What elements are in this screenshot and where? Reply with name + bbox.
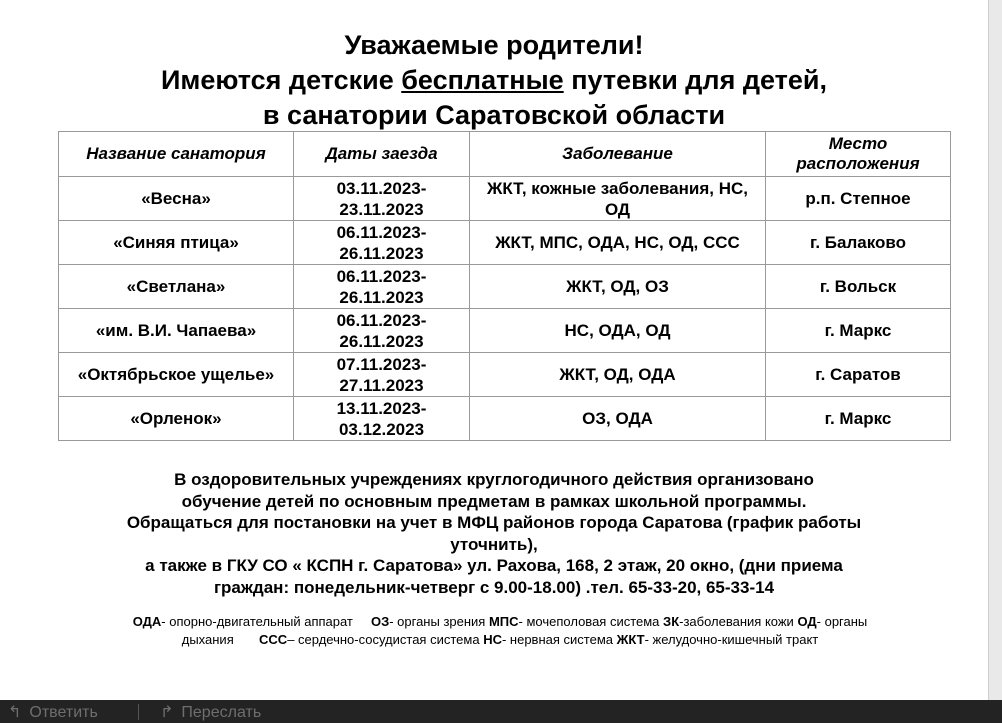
heading-line-2-start: Имеются детские [161,65,402,95]
reply-button[interactable] [8,703,98,723]
info-paragraph [60,469,928,598]
date-from: 06.11.2023- [336,222,427,242]
sanatorium-name: «Октябрьское ущелье» [59,353,294,397]
arrival-dates [294,177,470,221]
forward-button[interactable] [160,703,261,723]
info-line: В оздоровительных учреждениях круглогодичного действия организовано [174,470,814,489]
location: г. Маркс [766,309,951,353]
arrival-dates [294,221,470,265]
date-from: 06.11.2023- [336,266,427,286]
header-place-line-2: расположения [796,154,920,173]
arrival-dates [294,353,470,397]
header-name: Название санатория [59,132,294,177]
header-place-line-1: Место [828,134,888,153]
legend-text: -заболевания кожи [679,614,794,629]
location: г. Саратов [766,353,951,397]
arrival-dates [294,397,470,441]
location: р.п. Степное [766,177,951,221]
heading-line-1: Уважаемые родители! [344,30,644,60]
reply-label: Ответить [29,704,98,721]
table-row [59,177,951,221]
table-row [59,309,951,353]
sanatorium-name: «Светлана» [59,265,294,309]
info-line: уточнить), [450,534,538,554]
location: г. Балаково [766,221,951,265]
table-row [59,397,951,441]
disease: НС, ОДА, ОД [470,309,766,353]
sanatorium-name: «им. В.И. Чапаева» [59,309,294,353]
disease: ЖКТ, кожные заболевания, НС, ОД [470,177,766,221]
legend-abbr: ССС [259,632,288,647]
sanatoria-table [58,131,951,441]
location: г. Вольск [766,265,951,309]
date-to: 03.12.2023 [338,419,425,439]
legend-abbr: ОД [797,614,817,629]
date-from: 13.11.2023- [336,398,427,418]
message-action-bar [0,700,1002,723]
disease: ЖКТ, ОД, ОЗ [470,265,766,309]
legend-text: – сердечно-сосудистая система [287,632,480,647]
reply-arrow-icon: ↰ [8,704,22,721]
legend-row-1 [60,613,940,631]
info-line: Обращаться для постановки на учет в МФЦ районов города Саратова (график работы [126,513,862,532]
info-line: граждан: понедельник-четверг с 9.00-18.00) .тел. 65-33-20, 65-33-14 [213,577,775,597]
date-to: 26.11.2023 [339,243,424,263]
abbreviations-legend [60,613,940,649]
info-line: обучение детей по основным предметам в рамках школьной программы. [181,491,807,511]
disease: ЖКТ, МПС, ОДА, НС, ОД, ССС [470,221,766,265]
date-to: 27.11.2023 [339,375,424,395]
legend-abbr: ЗК [663,614,680,629]
forward-label: Переслать [181,704,262,721]
legend-text: дыхания [181,632,234,647]
heading-underlined-word: бесплатные [401,65,564,95]
legend-text: - желудочно-кишечный тракт [644,632,819,647]
date-from: 06.11.2023- [336,310,427,330]
heading-line-2-end: путевки для детей, [563,65,827,95]
table-row [59,221,951,265]
date-from: 03.11.2023- [336,178,427,198]
legend-text: - мочеполовая система [518,614,660,629]
location: г. Маркс [766,397,951,441]
sanatorium-name: «Орленок» [59,397,294,441]
disease: ЖКТ, ОД, ОДА [470,353,766,397]
legend-row-2 [60,631,940,649]
heading-line-3: в санатории Саратовской области [262,100,726,130]
forward-arrow-icon: ↱ [160,704,174,721]
table-row [59,265,951,309]
legend-text: - органы зрения [389,614,486,629]
legend-abbr: ЖКТ [616,632,645,647]
legend-abbr: ОДА [132,614,162,629]
date-to: 26.11.2023 [339,287,424,307]
scrollbar[interactable] [988,0,1002,700]
arrival-dates [294,309,470,353]
legend-text: - нервная система [501,632,613,647]
info-line: а также в ГКУ СО « КСПН г. Саратова» ул. Рахова, 168, 2 этаж, 20 окно, (дни приема [145,556,843,575]
sanatorium-name: «Синяя птица» [59,221,294,265]
header-place [766,132,951,177]
legend-abbr: НС [483,632,502,647]
divider [138,704,139,720]
table-header-row [59,132,951,177]
header-dates: Даты заезда [294,132,470,177]
header-disease: Заболевание [470,132,766,177]
legend-abbr: МПС [488,614,519,629]
date-to: 26.11.2023 [339,331,424,351]
table-row [59,353,951,397]
disease: ОЗ, ОДА [470,397,766,441]
date-to: 23.11.2023 [339,199,424,219]
sanatorium-name: «Весна» [59,177,294,221]
heading-line-2 [0,63,988,98]
legend-abbr: ОЗ [370,614,390,629]
page-title [0,28,988,133]
arrival-dates [294,265,470,309]
legend-text: - опорно-двигательный аппарат [161,614,353,629]
legend-text: - органы [816,614,868,629]
date-from: 07.11.2023- [336,354,427,374]
